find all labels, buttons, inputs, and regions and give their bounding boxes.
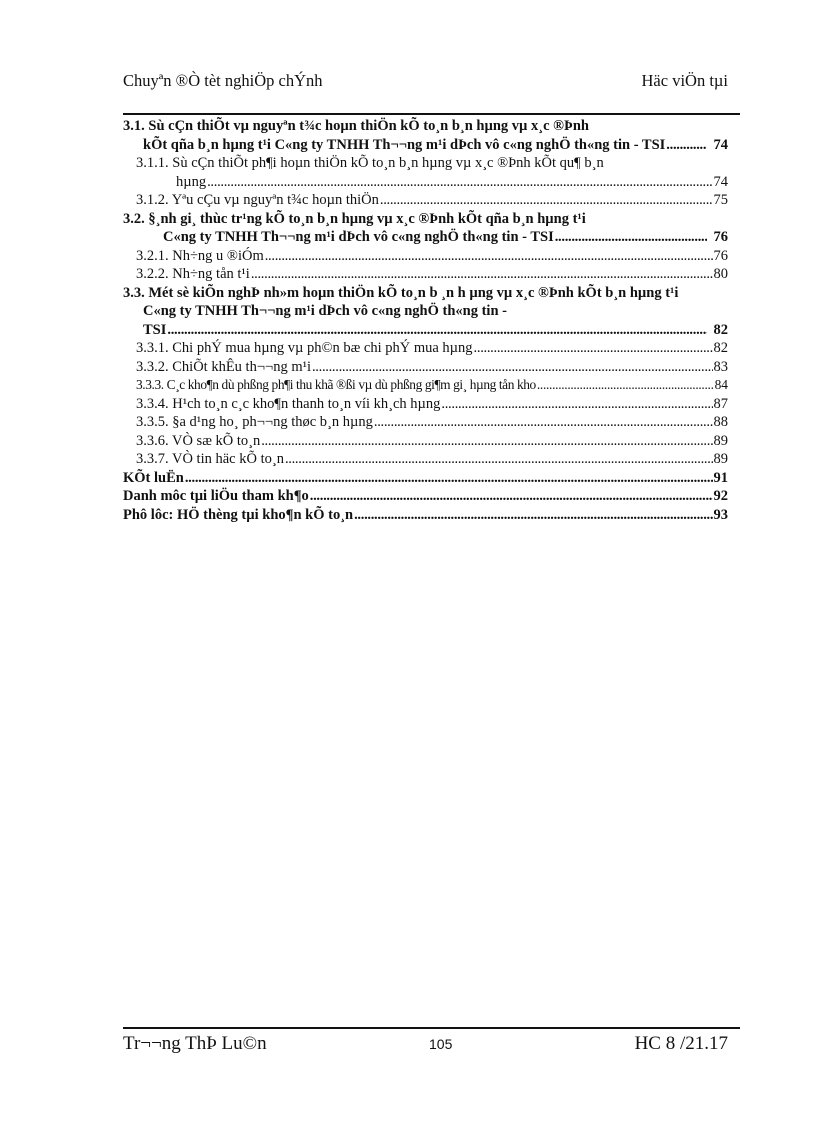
toc-entry-page: 76 [713,229,728,245]
toc-entry-page: 92 [713,488,728,504]
toc-entry-heading-line: 3.1. Sù cÇn thiÕt vµ nguyªn t¾c hoµn thiÖn kÕ to¸n b¸n hµng vµ x¸c ®Þnh [123,118,589,134]
dot-leader [261,432,712,451]
toc-entry[interactable] [123,210,728,247]
toc-entry-page: 89 [713,432,728,449]
toc-entry-page: 89 [713,451,728,467]
toc-entry-page: 91 [713,469,728,486]
dot-leader [265,247,713,266]
toc-entry-text: kÕt qña b¸n hµng t¹i C«ng ty TNHH Th¬¬ng m¹i dÞch vô c«ng nghÖ th«ng tin - TSI [143,136,666,153]
toc-entry-page: 82 [713,321,728,338]
toc-entry-page: 74 [713,136,728,153]
toc-entry-page: 74 [713,173,728,190]
toc-entry[interactable] [123,432,728,451]
toc-entry[interactable] [123,191,728,210]
toc-entry-heading-line: 3.2. §¸nh gi¸ thùc tr¹ng kÕ to¸n b¸n hµng vµ x¸c ®Þnh kÕt qña b¸n hµng t¹i [123,210,586,227]
page-footer [123,1033,728,1059]
toc-entry-page: 75 [713,192,728,208]
toc-entry[interactable] [123,284,728,340]
dot-leader [310,487,713,506]
toc-entry-text: 3.3.2. ChiÕt khÊu th¬¬ng m¹i [136,358,311,375]
toc-entry-text: 3.2.1. Nh÷ng u ®iÓm [136,247,264,264]
dot-leader [374,413,713,432]
toc-entry-page: 76 [713,247,728,264]
toc-entry[interactable] [123,469,728,488]
dot-leader [167,321,706,340]
dot-leader [285,450,713,469]
toc-entry[interactable] [123,358,728,377]
toc-entry-page: 87 [713,395,728,412]
toc-entry[interactable] [123,395,728,414]
dot-leader [354,506,712,525]
footer-class-code: HC 8 /21.17 [634,1033,728,1054]
toc-entry-heading-line: 3.3. Mét sè kiÕn nghÞ nh»m hoµn thiÖn kÕ to¸n b ¸n h µng vµ x¸c ®Þnh kÕt b¸n hµng t¹i C«ng ty TNHH Th¬¬ng m¹i dÞch vô c«ng nghÖ th«ng tin - [123,284,679,319]
toc-entry[interactable] [123,450,728,469]
toc-entry-text: KÕt luËn [123,469,184,486]
toc-entry[interactable] [123,413,728,432]
toc-entry-text: Phô lôc: HÖ thèng tµi kho¶n kÕ to¸n [123,506,354,523]
footer-divider [123,1027,740,1029]
dot-leader [537,376,714,395]
table-of-contents [123,117,728,524]
toc-entry[interactable] [123,506,728,525]
toc-entry[interactable] [123,487,728,506]
toc-entry-text: TSI [143,321,167,338]
dot-leader [312,358,713,377]
toc-entry[interactable] [123,247,728,266]
dot-leader [441,395,712,414]
toc-entry-text: 3.3.1. Chi phÝ mua hµng vµ ph©n bæ chi phÝ mua hµng [136,340,473,356]
toc-entry-text: 3.3.5. §a d¹ng ho¸ ph¬¬ng thøc b¸n hµng [136,414,373,430]
dot-leader [380,191,713,210]
toc-entry[interactable] [123,154,728,191]
dot-leader [207,173,712,192]
toc-entry-text: 3.1.2. Yªu cÇu vµ nguyªn t¾c hoµn thiÖn [136,192,379,208]
toc-entry-text: 3.3.3. C¸c kho¶n dù phßng ph¶i thu khã ®ßi vµ dù phßng gi¶m gi¸ hµng tån kho [136,377,536,392]
toc-entry-text: 3.2.2. Nh÷ng tån t¹i [136,266,250,282]
toc-entry-text: C«ng ty TNHH Th¬¬ng m¹i dÞch vô c«ng nghÖ th«ng tin - TSI [163,229,554,245]
toc-entry[interactable] [123,376,728,395]
toc-entry-page: 80 [713,266,728,282]
header-right-text: Häc viÖn tµi [641,71,728,90]
dot-leader [666,136,706,155]
header-divider [123,113,740,115]
toc-entry-page: 93 [713,506,728,523]
footer-author: Tr¬¬ng ThÞ Lu©n [123,1033,267,1054]
dot-leader [474,339,713,358]
toc-entry[interactable] [123,265,728,284]
toc-entry[interactable] [123,117,728,154]
dot-leader [555,228,707,247]
toc-entry-text: hµng [176,173,207,190]
toc-entry-text: 3.3.4. H¹ch to¸n c¸c kho¶n thanh to¸n víi kh¸ch hµng [136,395,441,412]
dot-leader [251,265,713,284]
toc-entry[interactable] [123,339,728,358]
toc-entry-page: 83 [713,358,728,375]
toc-entry-page: 88 [713,414,728,430]
toc-entry-text: Danh môc tµi liÖu tham kh¶o [123,488,309,504]
toc-entry-page: 84 [714,377,728,392]
dot-leader [185,469,713,488]
toc-entry-heading-line: 3.1.1. Sù cÇn thiÕt ph¶i hoµn thiÖn kÕ to¸n b¸n hµng vµ x¸c ®Þnh kÕt qu¶ b¸n [136,155,604,171]
toc-entry-text: 3.3.7. VÒ tin häc kÕ to¸n [136,451,284,467]
toc-entry-page: 82 [713,340,728,356]
toc-entry-text: 3.3.6. VÒ sæ kÕ to¸n [136,432,261,449]
page-number: 105 [429,1036,453,1052]
header-left-text: Chuyªn ®Ò tèt nghiÖp chÝnh [123,71,323,90]
